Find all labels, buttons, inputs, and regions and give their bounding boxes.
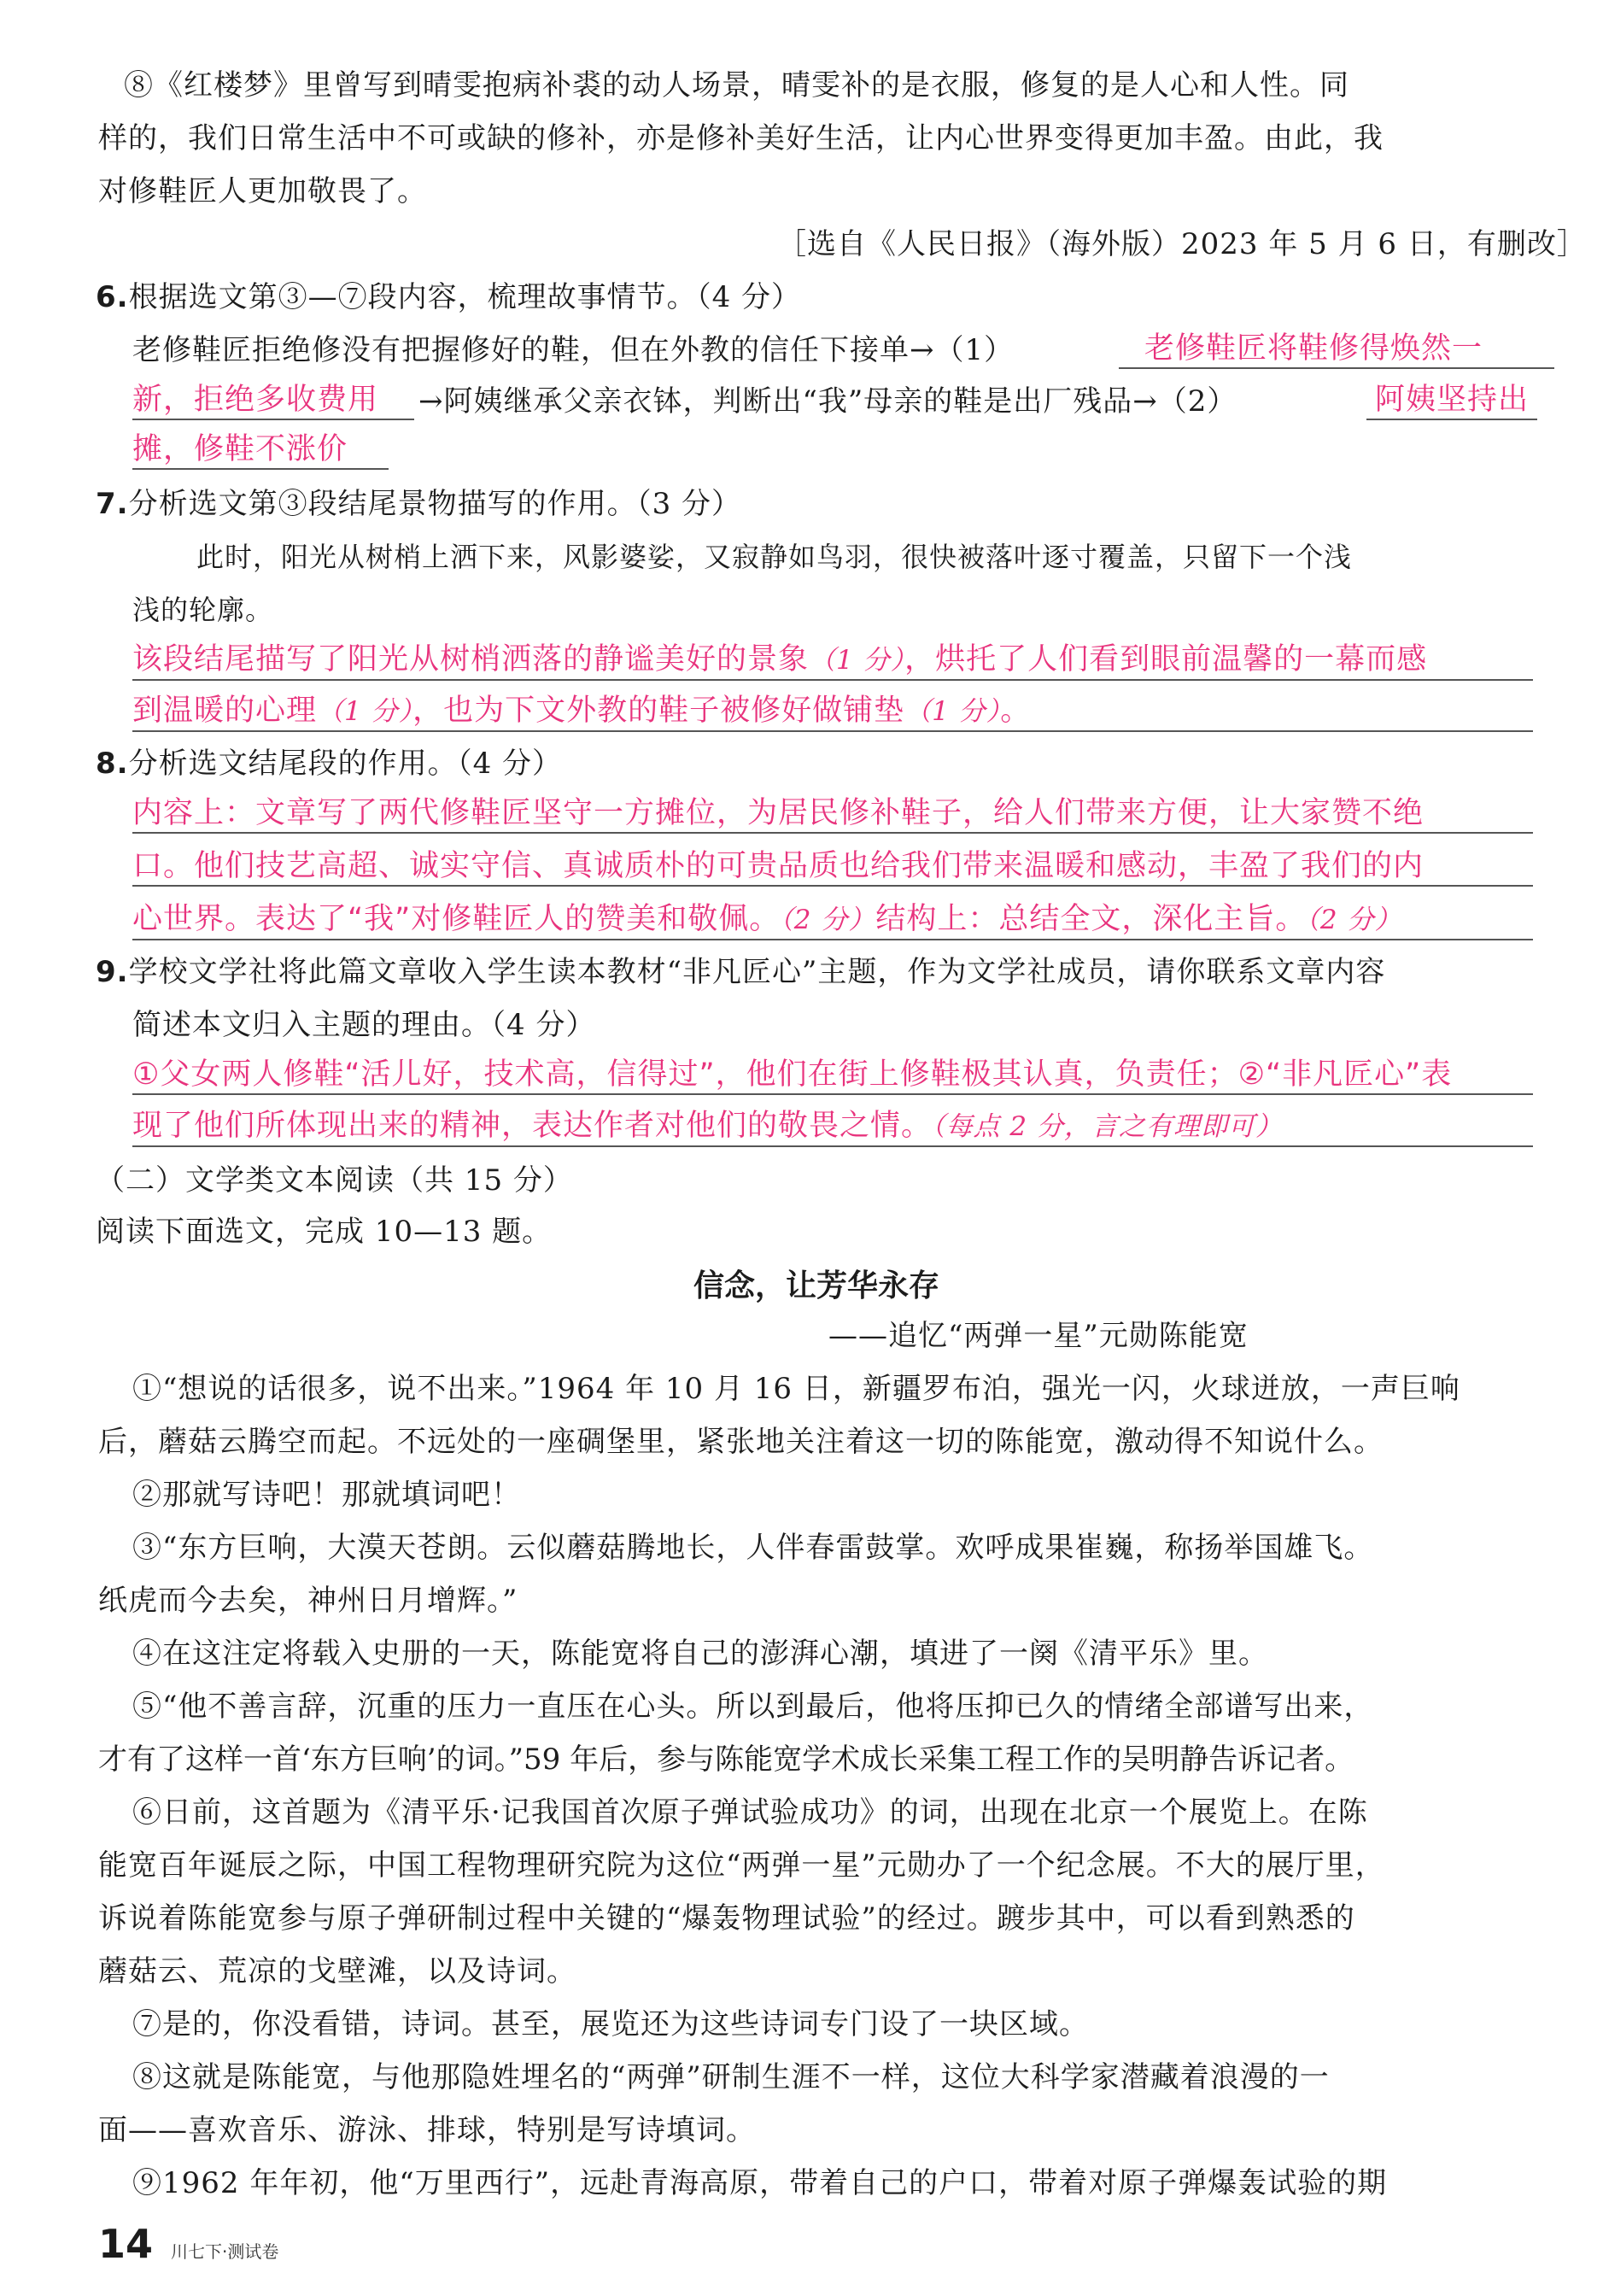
- answer-8-score-b: （2 分）: [1306, 905, 1402, 935]
- section-2-instruction: 阅读下面选文，完成 10—13 题。: [96, 1215, 553, 1249]
- article-subtitle: ——追忆“两弹一星”元勋陈能宽: [828, 1319, 1249, 1353]
- article1-para8-line1: ⑧《红楼梦》里曾写到晴雯抱病补裘的动人场景，晴雯补的是衣服，修复的是人心和人性。同: [124, 68, 1349, 102]
- question-7-text: 分析选文第③段结尾景物描写的作用。（3 分）: [128, 487, 742, 521]
- question-6-stem: [96, 278, 801, 316]
- answer-8-line3: [132, 900, 1533, 940]
- answer-7-line2: [132, 692, 1533, 732]
- article-para9-line1: ⑨1962 年年初，他“万里西行”，远赴青海高原，带着自己的户口，带着对原子弹爆轰试验的期: [132, 2166, 1388, 2200]
- answer-8-text-a: 心世界。表达了“我”对修鞋匠人的赞美和敬佩。: [132, 902, 781, 936]
- question-7-quote-line2: 浅的轮廓。: [132, 594, 274, 626]
- answer-9-line2: [132, 1107, 1533, 1147]
- article1-para8-line3: 对修鞋匠人更加敬畏了。: [98, 174, 427, 208]
- article-para3-line2: 纸虎而今去矣，神州日月增辉。”: [98, 1584, 518, 1618]
- article-para4: ④在这注定将载入史册的一天，陈能宽将自己的澎湃心潮，填进了一阕《清平乐》里。: [132, 1637, 1268, 1671]
- article-para3-line1: ③“东方巨响，大漠天苍朗。云似蘑菇腾地长，人伴春雷鼓掌。欢呼成果崔巍，称扬举国雄飞。: [132, 1531, 1374, 1565]
- article-para1-line1: ①“想说的话很多，说不出来。”1964 年 10 月 16 日，新疆罗布泊，强光一闪，火球迸放，一声巨响: [132, 1372, 1460, 1406]
- article-para6-line3: 诉说着陈能宽参与原子弹研制过程中关键的“爆轰物理试验”的经过。踱步其中，可以看到熟悉的: [98, 1901, 1355, 1936]
- answer-7-score-b: （1 分）: [317, 696, 413, 727]
- article-para8-line2: 面——喜欢音乐、游泳、排球，特别是写诗填词。: [98, 2113, 756, 2147]
- answer-7-line1: [132, 641, 1533, 681]
- answer-8-score-a: （2 分）: [780, 905, 876, 935]
- article-para5-line2: 才有了这样一首‘东方巨响’的词。”59 年后，参与陈能宽学术成长采集工程工作的吴明静告诉记者。: [98, 1742, 1354, 1777]
- article-para6-line2: 能宽百年诞辰之际，中国工程物理研究院为这位“两弹一星”元勋办了一个纪念展。不大的展厅里，: [98, 1848, 1385, 1883]
- answer-8-text-b: 结构上：总结全文，深化主旨。: [875, 902, 1307, 936]
- answer-8-line2: 口。他们技艺高超、诚实守信、真诚质朴的可贵品质也给我们带来温暖和感动，丰盈了我们的内: [132, 847, 1533, 887]
- answer-9-line1: ①父女两人修鞋“活儿好，技术高，信得过”，他们在街上修鞋极其认真，负责任；②“非凡匠心”表: [132, 1056, 1533, 1095]
- article1-para8-line2: 样的，我们日常生活中不可或缺的修补，亦是修补美好生活，让内心世界变得更加丰盈。由此，我: [98, 121, 1384, 155]
- answer-7-text-e: 。: [1000, 694, 1032, 728]
- source-citation: ［选自《人民日报》（海外版）2023 年 5 月 6 日，有删改］: [777, 227, 1587, 261]
- answer-6-2-part-b: 摊，修鞋不涨价: [132, 430, 389, 470]
- answer-7-text-d: ，也为下文外教的鞋子被修好做铺垫: [412, 694, 905, 728]
- question-7-number: 7.: [96, 487, 129, 521]
- answer-7-score-c: （1 分）: [904, 696, 1001, 727]
- question-6-line1: 老修鞋匠拒绝修没有把握修好的鞋，但在外教的信任下接单→（1）: [132, 333, 1015, 367]
- article-para7: ⑦是的，你没看错，诗词。甚至，展览还为这些诗词专门设了一块区域。: [132, 2007, 1089, 2041]
- question-9-text-a: 学校文学社将此篇文章收入学生读本教材“非凡匠心”主题，作为文学社成员，请你联系文章内容: [128, 955, 1386, 989]
- answer-8-line1: 内容上：文章写了两代修鞋匠坚守一方摊位，为居民修补鞋子，给人们带来方便，让大家赞不绝: [132, 794, 1533, 834]
- question-8-stem: [96, 745, 562, 782]
- answer-9-score: （每点 2 分，言之有理即可）: [932, 1111, 1283, 1142]
- article-para2: ②那就写诗吧！那就填词吧！: [132, 1478, 521, 1512]
- article-para6-line1: ⑥日前，这首题为《清平乐·记我国首次原子弹试验成功》的词，出现在北京一个展览上。在陈: [132, 1795, 1368, 1830]
- question-6-line2: →阿姨继承父亲衣钵，判断出“我”母亲的鞋是出厂残品→（2）: [418, 384, 1237, 419]
- footer-series-label: 川七下·测试卷: [171, 2241, 279, 2262]
- answer-7-text-b: ，烘托了人们看到眼前温馨的一幕而感: [904, 642, 1428, 676]
- question-8-number: 8.: [96, 747, 129, 781]
- answer-6-2-part-a: 阿姨坚持出: [1366, 381, 1537, 420]
- page-number: 14: [98, 2221, 154, 2267]
- question-9-stem-line2: 简述本文归入主题的理由。（4 分）: [132, 1008, 596, 1042]
- question-7-stem: [96, 485, 741, 523]
- answer-6-1-part-b: 新，拒绝多收费用: [132, 381, 414, 420]
- question-6-number: 6.: [96, 280, 129, 314]
- article-para5-line1: ⑤“他不善言辞，沉重的压力一直压在心头。所以到最后，他将压抑已久的情绪全部谱写出来，: [132, 1690, 1374, 1724]
- question-9-number: 9.: [96, 955, 129, 989]
- answer-7-score-a: （1 分）: [809, 645, 905, 676]
- article-para1-line2: 后，蘑菇云腾空而起。不远处的一座碉堡里，紧张地关注着这一切的陈能宽，激动得不知说什么。: [98, 1425, 1384, 1459]
- article-title: 信念，让芳华永存: [693, 1268, 940, 1303]
- answer-9-text: 现了他们所体现出来的精神，表达作者对他们的敬畏之情。: [132, 1109, 933, 1143]
- answer-6-1-part-a: 老修鞋匠将鞋修得焕然一: [1119, 330, 1554, 369]
- article-para8-line1: ⑧这就是陈能宽，与他那隐姓埋名的“两弹”研制生涯不一样，这位大科学家潜藏着浪漫的一: [132, 2060, 1330, 2094]
- question-8-text: 分析选文结尾段的作用。（4 分）: [128, 747, 563, 781]
- question-6-text: 根据选文第③—⑦段内容，梳理故事情节。（4 分）: [128, 280, 802, 314]
- section-2-heading: （二）文学类文本阅读（共 15 分）: [96, 1163, 573, 1198]
- answer-7-text-c: 到温暖的心理: [132, 694, 318, 728]
- question-9-stem-line1: [96, 953, 1385, 991]
- answer-7-text-a: 该段结尾描写了阳光从树梢洒落的静谧美好的景象: [132, 642, 810, 676]
- article-para6-line4: 蘑菇云、荒凉的戈壁滩，以及诗词。: [98, 1954, 576, 1988]
- question-7-quote-line1: 此时，阳光从树梢上洒下来，风影婆娑，又寂静如鸟羽，很快被落叶逐寸覆盖，只留下一个浅: [196, 541, 1353, 573]
